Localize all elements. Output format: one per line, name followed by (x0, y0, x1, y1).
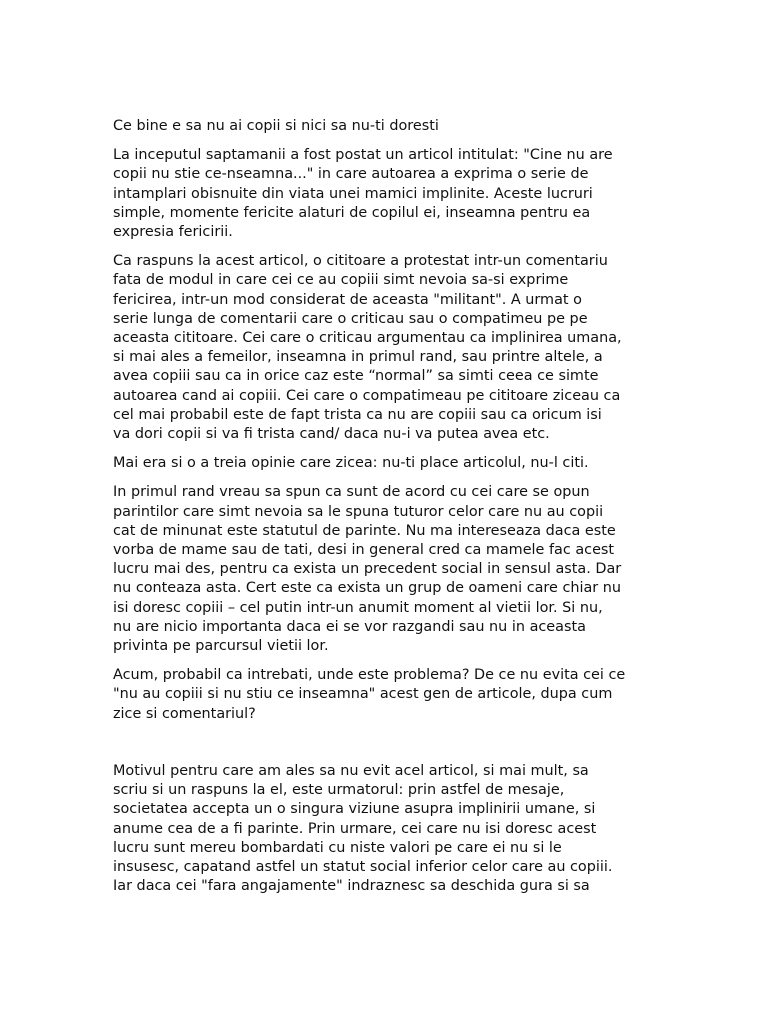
paragraph-4: In primul rand vreau sa spun ca sunt de acord cu cei care se opun parintilor care simt nevoia sa le spuna tuturor celor care nu au copii cat de minunat este statutul de parinte. Nu ma intereseaza daca este vorba de mame sau de tati, desi in general cred ca mamele fac acest lucru mai des, pentru ca exista un precedent social in sensul asta. Dar nu conteaza asta. Cert este ca exista un grup de oameni care chiar nu isi doresc copiii – cel putin intr-un anumit moment al vietii lor. Si nu, nu are nicio importanta daca ei se vor razgandi sau nu in aceasta privinta pe parcursul vietii lor. (113, 484, 622, 655)
paragraph-5: Acum, probabil ca intrebati, unde este problema? De ce nu evita cei ce "nu au copiii si nu stiu ce inseamna" acest gen de articole, dupa cum zice si comentariul? (113, 667, 626, 722)
paragraph-6: Motivul pentru care am ales sa nu evit acel articol, si mai mult, sa scriu si un raspuns la el, este urmatorul: prin astfel de mesaje, societatea accepta un o singura viziune asupra implinirii umane, si anume cea de a fi parinte. Prin urmare, cei care nu isi doresc acest lucru sunt mereu bombardati cu niste valori pe care ei nu si le insusesc, capatand astfel un statut social inferior celor care au copiii. Iar daca cei "fara angajamente" indraznesc sa deschida gura si sa (113, 762, 613, 895)
paragraph-2: Ca raspuns la acest articol, o cititoare a protestat intr-un comentariu fata de modul in care cei ce au copiii simt nevoia sa-si exprime fericirea, intr-un mod considerat de aceasta "militant". A urmat o serie lunga de comentarii care o criticau sau o compatimeu pe pe aceasta cititoare. Cei care o criticau argumentau ca implinirea umana, si mai ales a femeilor, inseamna in primul rand, sau printre altele, a avea copiii sau ca in orice caz este “normal” sa simti ceea ce simte autoarea cand ai copiii. Cei care o compatimeau pe cititoare ziceau ca cel mai probabil este de fapt trista ca nu are copiii sau ca oricum isi va dori copii si va fi trista cand/ daca nu-i va putea avea etc. (113, 253, 622, 443)
document-title: Ce bine e sa nu ai copii si nici sa nu-ti doresti (113, 118, 439, 134)
blank-gap (113, 734, 668, 762)
paragraph-3: Mai era si o a treia opinie care zicea: nu-ti place articolul, nu-l citi. (113, 455, 589, 472)
document-body (113, 117, 668, 906)
paragraph-1: La inceputul saptamanii a fost postat un articol intitulat: "Cine nu are copii nu stie ce-nseamna..." in care autoarea a exprima o serie de intamplari obisnuite din viata unei mamici implinite. Aceste lucruri simple, momente fericite alaturi de copilul ei, inseamna pentru ea expresia fericirii. (113, 147, 613, 241)
